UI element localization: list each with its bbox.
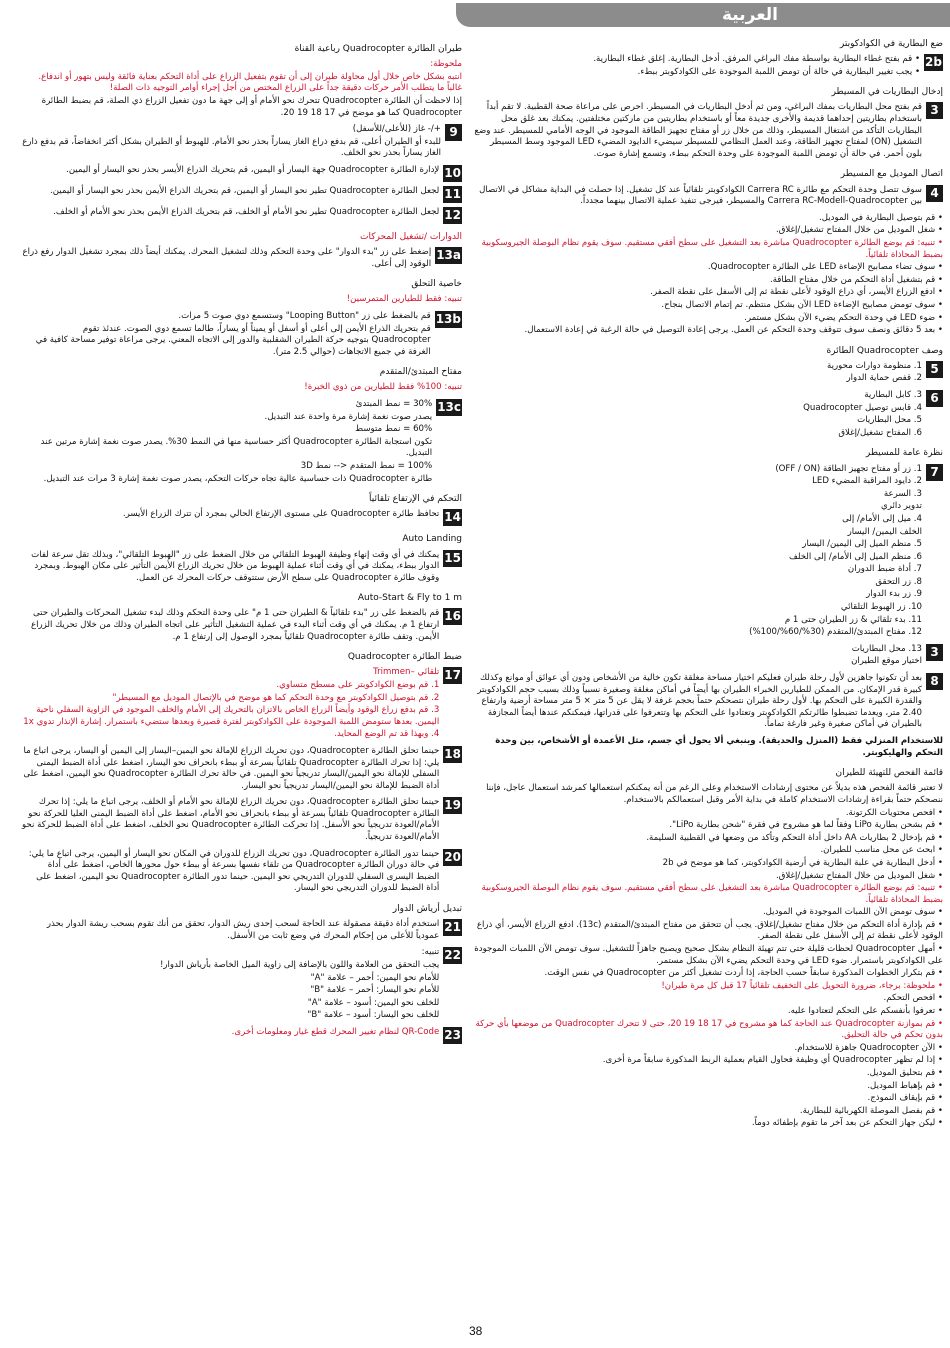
step-text <box>22 247 431 271</box>
text-line: تحافظ طائرة Quadrocopter على مستوى الإرتفاع الحالي بمجرد أن تترك الزراع الأيسر. <box>122 509 440 520</box>
instruction-step <box>22 667 462 742</box>
text-line: للأمام نحو اليسار: أحمر – علامة "B" <box>310 985 440 996</box>
text-line: 4. قابس توصيل Quadrocopter <box>803 402 922 413</box>
text-line: اختيار موقع الطيران <box>851 656 922 667</box>
text-line: • قم بشحن بطارية LiPo وفقاً لما هو مشروح في فقرة "شحن بطارية LiPo". <box>669 820 943 831</box>
text-line: يصدر صوت نغمة إشارة مرة واحدة عند التبديل. <box>264 411 433 422</box>
text-line: 5. منظم الميل إلى اليمين/ اليسار <box>802 539 922 550</box>
text-line: تنبيه: 100% فقط للطيارين من ذوي الخبرة! <box>304 382 462 393</box>
text-line: 12. مفتاح المبتدئ/المتقدم (30%/60%/100%) <box>749 627 922 638</box>
text-line: • بعد 5 دقائق ونصف سوف تتوقف وحدة التحكم عن العمل. يرجى إعادة التوصيل في حالة الرغبة في إعادة الاستعمال. <box>524 325 943 336</box>
section-heading: Auto Landing <box>402 534 462 545</box>
step-number-badge: 7 <box>926 464 943 481</box>
section-heading: وصف Quadrocopter الطائرة <box>826 345 943 356</box>
text-line: طائرة Quadrocopter ذات حساسية عالية تجاه حركات التحكم، يصدر صوت نغمة إشارة 3 مرات عند التبديل. <box>43 473 433 484</box>
text-line: • قم بفصل الموصلة الكهربائية للبطارية. <box>799 1105 943 1116</box>
section-heading: التحكم في الإرتفاع تلقائياً <box>368 494 462 505</box>
text-line: • شغل الموديل من خلال المفتاح تشغيل/إغلاق. <box>776 870 943 881</box>
language-tab-label: العربية <box>721 5 778 25</box>
instruction-step <box>22 608 462 644</box>
text-block <box>473 736 943 760</box>
text-line: حينما تدور الطائرة Quadrocopter، دون تحريك الزراع للدوران في المكان نحو اليسار أو اليمين، يرجى اتباع ما يلي: في حالة دوران الطائرة Quadrocopter من تلقاء نفسها بسرعة أو ببطء حول محورها الخاص، اضغط على أداة الضبط اليسرى السفلي للدوران التدريجي نحو اليمين. حينما تدور الطائرة Quadrocopter نحو اليمين، اضغط على أداة الضبط للدوران التدريجي نحو اليسار. <box>28 848 440 894</box>
step-number-badge: 20 <box>444 849 461 864</box>
step-number-badge: 19 <box>444 798 461 813</box>
instruction-step <box>473 102 943 161</box>
section-heading: Auto-Start & Fly to 1 m <box>357 593 462 604</box>
section-heading: تبديل أرياش الدوار <box>392 904 462 915</box>
instruction-step <box>22 746 462 793</box>
step-text <box>22 207 439 220</box>
instruction-step <box>473 361 943 386</box>
text-line: 10. زر الهبوط التلقائي <box>840 602 922 613</box>
section-heading: اتصال الموديل مع المسيطر <box>840 169 943 180</box>
step-number-badge: 9 <box>445 124 462 141</box>
text-line: 3. السرعة <box>883 488 922 499</box>
instruction-step <box>22 165 462 182</box>
text-line: • أمهل Quadrocopter لحظات قليلة حتى تتم تهيئة النظام بشكل صحيح ويصبح جاهزاً للتشغيل. سوف تومض الآن اللمبات الموجودة على الكوادكوبتر باستمرار. ضوء LED في وحدة التحكم يضيء الآن بشكل مستمر. <box>474 944 943 966</box>
text-line: • تنبيه: قم بوضع الطائرة Quadrocopter مباشرة بعد التشغيل على سطح أفقي مستقيم. سوف يقوم نظام البوصلة الجيروسكوبية بضبط المحاذاة تلقائياً. <box>481 237 943 260</box>
text-line: • قم بإدخال 2 بطاريات AA داخل أداة التحكم وتأكد من وضعها في القطبية السليمة. <box>646 832 943 843</box>
text-line: تدوير دائري <box>881 501 922 512</box>
text-line: • قم بإهباط الموديل. <box>867 1080 943 1091</box>
text-line: • قم بإدارة أداة التحكم من خلال مفتاح تشغيل/إغلاق. يجب أن تتحقق من مفتاح المبتدئ/المتقدم (13c). ادفع الزراع الأيسر، أي ذراع الوقود لأعلى نقطة ثم إلى الأسفل على نقطة الصفر. <box>476 919 943 942</box>
text-line: 3. كابل البطارية <box>864 390 922 401</box>
text-line: 4. ميل إلى الأمام/ إلى <box>842 513 922 524</box>
text-line: سوف تتصل وحدة التحكم مع طائرة Carrera RC الكوادكوبتر تلقائياً عند كل تشغيل. إذا حصلت في البداية مشاكل في الاتصال بين Carrera RC-Modell-Quadrocopter والمسيطر، فيرجى تنفيذ عملية الاتصال بينهما مجدداً. <box>479 184 922 207</box>
text-line: • قم بتكرار الخطوات المذكورة سابقاً حسب الحاجة، إذا أردت تشغيل أكثر من Quadrocopter في نفس الوقت. <box>544 968 943 979</box>
step-text <box>22 797 439 844</box>
text-line: إضغط على زر "بدء الدوار" على وحدة التحكم وذلك لتشغيل المحرك. يمكنك أيضاً ذلك بمجرد تشغيل الدوار رفع ذراع الوقود إلى أعلى. <box>22 247 432 269</box>
instruction-step <box>22 311 462 359</box>
step-number-badge: 17 <box>444 668 461 683</box>
step-text <box>22 186 439 199</box>
text-line: 4. وبهذا قد تم الوضع المحايد. <box>334 729 440 740</box>
text-line: • قم بإيقاف النموذج. <box>867 1093 943 1104</box>
section-heading: ضبط الطائرة Quadrocopter <box>347 652 462 663</box>
section-heading: خاصية التحلق <box>411 279 462 290</box>
instruction-step <box>473 464 943 640</box>
step-text <box>22 667 439 742</box>
step-text <box>473 464 922 640</box>
section-heading: ضع البطارية في الكوادكوبتر <box>839 39 943 49</box>
step-number-badge: 13c <box>437 400 461 415</box>
text-line: للبدء أو الطيران أعلى، قم بدفع ذراع الغاز يساراً بحذر نحو الأمام. للهبوط أو الطيران بشكل أكثر انخفاضاً، قم بدفع ذارع الغاز يساراً بحذر نحو الخلف. <box>22 136 441 159</box>
text-line: 30% = نمط المبتدئ <box>355 399 433 410</box>
instruction-step <box>473 54 943 79</box>
step-text <box>473 102 922 161</box>
text-line: • افحص محتويات الكرتونة. <box>845 807 943 818</box>
text-line: • افحص التحكم. <box>883 993 943 1004</box>
text-line: • ليكن جهاز التحكم عن بعد آخر ما تقوم بإطفائه دوماً. <box>751 1118 943 1129</box>
text-line: تكون استجابة الطائرة Quadrocopter أكثر حساسية منها في النمط 30%. يصدر صوت نغمة إشارة مرتين عند التبديل. <box>40 436 433 459</box>
step-text <box>473 736 943 760</box>
text-line: يجب التحقق من العلامة واللون بالإضافة إلى زاوية الميل الخاصة بأرياش الدوار! <box>159 959 440 970</box>
text-block <box>473 213 943 338</box>
step-number-badge: 13a <box>436 248 461 263</box>
step-number-badge: 22 <box>444 948 461 963</box>
text-line: • قم بفتح غطاء البطارية بواسطة مفك البراغي المرفق. أدخل البطارية. إغلق غطاء البطارية. <box>593 54 921 65</box>
text-line: • شغل الموديل من خلال المفتاح تشغيل/إغلاق. <box>776 225 943 236</box>
step-text <box>22 919 439 943</box>
step-text <box>22 550 439 586</box>
right-column <box>473 31 943 1135</box>
text-line: تنبيه: <box>421 947 440 958</box>
text-line: • تنبيه: قم بوضع الطائرة Quadrocopter مباشرة بعد التشغيل على سطح أفقي مستقيم. سوف يقوم نظام البوصلة الجيروسكوبية بضبط المحاذاة تلقائياً. <box>481 883 943 905</box>
instruction-step <box>22 550 462 586</box>
text-line: قم بفتح محل البطاريات بمفك البراغي، ومن ثم أدخل البطاريات في المسيطر. احرص على مراعاة صحة القطبية. لا تقم أبداً باستخدام بطاريتين إحداهما قديمة والأخرى جديدة معاً أو باستخدام بطاريتين من ماركتين مختلفتين. يمكنك بعد غلق محل البطاريات التأكد من اشتغال المسيطر، وذلك من خلال زر أو مفتاح تجهيز الطاقة الموجود في الوجه الأمامي للمسيطر. عند وضع التشغيل (ON) لمفتاح تجهيز الطاقة، وعند العمل النظامي للمسيطر سيضيء الدايود المضيء LED الموجود وسط المسيطر بلون أحمر. في حالة أن تومض اللمبة الموجودة على وحدة التحكم ببطء، وتسمع إشارة صوت. <box>474 102 922 159</box>
text-block <box>473 783 943 1131</box>
step-text <box>22 849 439 896</box>
instruction-step <box>473 390 943 440</box>
step-text <box>473 185 922 209</box>
step-text <box>22 1027 439 1040</box>
step-text <box>473 390 922 440</box>
text-line: 1. قم بوضع الكوادكوبتر على مسطح متساوي. <box>276 679 440 690</box>
text-line: للأمام نحو اليمين: أحمر – علامة "A" <box>310 972 440 983</box>
instruction-step <box>22 207 462 224</box>
text-line: • ضوء LED في وحدة التحكم يضيء الآن بشكل مستمر. <box>744 312 943 323</box>
step-text <box>473 213 943 338</box>
text-line: قم بالضغط على زر "بدء تلقائياً & الطيران حتى 1 م" على وحدة التحكم وذلك لبدء تشغيل المحركات والطيران حتى ارتفاع 1 م. يمكنك في أي وقت أثناء البدء في عملية التشغيل التأثير على اتجاه الطيران وذلك من خلال تحريك الزراع الأيمن. وتقف طائرة Quadrocopter تلقائياً بمجرد الوصول إلى إرتفاع 1 م. <box>30 608 440 642</box>
step-number-badge: 4 <box>926 185 943 202</box>
text-line: 6. المفتاح تشغيل/إغلاق <box>838 427 922 438</box>
text-line: • قم بتشغيل أداة التحكم من خلال مفتاح الطاقة. <box>769 274 943 285</box>
text-block <box>22 294 462 307</box>
step-number-badge: 15 <box>444 550 461 565</box>
text-line: حينما تحلق الطائرة Quadrocopter، دون تحريك الزراع للإمالة نحو اليمين–اليسار إلى اليمين أو اليسار، يرجى اتباع ما يلي: إذا تحرك الطائرة Quadrocopter تلقائياً بسرعة أو ببطء بانحراف نحو اليسار، اضغط على أداة الضبط اليمنى السفلى للإمالة نحو اليمين/اليسار تدريجياً نحو اليمين. في حالة تحرك الطائرة Quadrocopter نحو اليمين، اضغط على أداة الضبط للإمالة نحو اليمين/اليسار تدريجياً نحو اليسار. <box>23 745 440 791</box>
step-text <box>473 644 922 669</box>
text-line: QR-Code لنظام تغيير المحرك قطع غيار ومعلومات أخرى. <box>231 1026 440 1037</box>
step-text <box>22 59 462 120</box>
section-heading: طيران الطائرة Quadrocopter رباعية القناة <box>294 44 462 54</box>
text-line: • قم بموازنة Quadrocopter عند الحاجة كما هو مشروح في 17 18 19 20، حتى لا تتحرك Quadrocopter من موضعها بأي حركة بدون تحكم في حالة التحليق. <box>475 1018 943 1041</box>
step-number-badge: 8 <box>926 673 943 690</box>
text-line: 60% = نمط متوسط <box>355 424 433 435</box>
text-line: • سوف تومض الآن اللمبات الموجودة في الموديل. <box>762 907 943 918</box>
text-line: قم بالضغط على زر "Looping Button" وستسمع دوي صوت 5 مرات. <box>178 310 431 321</box>
text-line: لجعل الطائرة Quadrocopter تطير نحو الأمام أو الخلف، قم بتحريك الذراع الأيمن بحذر نحو الأمام أو الخلف. <box>53 206 440 217</box>
text-line: • سوف تضاء مصابيح الإضاءة LED على الطائرة Quadrocopter. <box>707 262 943 273</box>
section-heading: قائمة الفحص للتهيئة للطيران <box>835 768 943 779</box>
text-line: 2. قم بتوصيل الكوادكوبتر مع وحدة التحكم كما هو موضح في بالإتصال الموديل مع المسيطر" <box>112 692 440 703</box>
step-number-badge: 23 <box>444 1027 461 1042</box>
text-line: • ملحوظة: برجاء، ضرورة التحويل على التخفيف تلقائياً 17 قبل كل مرة طيران! <box>661 980 943 991</box>
text-line: 9. زر بدء الدوار <box>866 589 922 600</box>
text-line: حينما تحلق الطائرة Quadrocopter، دون تحريك الزراع للإمالة نحو الأمام أو الخلف، يرجى اتباع ما يلي: إذا تحرك الطائرة Quadrocopter تلقائياً بسرعة أو ببطء بانحراف نحو الأمام، اضغط على أداة الضبط اليمنى العليا للحركة نحو الأمام/العودة تدريجياً نحو الأسفل. إذا تحركت الطائرة Quadrocopter نحو الخلف، اضغط على أداة الضبط للحركة نحو الأمام/العودة تدريجياً. <box>21 797 440 843</box>
text-line: ملحوظة: <box>430 59 462 70</box>
step-text <box>22 382 462 395</box>
text-line: 3. قم بدفع زراع الوقود وأيضاً الزراع الخاص بالاتزان بالتحريك إلى الأمام والخلف الموجود في الزاوية السفلي ناحية اليمين. بعدها ستومض اللمبة الموجودة على الكوادكوبتر لفترة قصيرة وبعدها ستضيء باستمرار. إشارة الإنذار تدوي 1x <box>23 705 440 727</box>
text-line: • يجب تغيير البطارية في حالة أن تومض اللمبة الموجودة على الكوادكوبتر ببطء. <box>637 66 921 77</box>
step-text <box>22 311 431 359</box>
step-text <box>22 746 439 793</box>
text-line: 1. زر أو مفتاح تجهيز الطاقة (OFF / ON) <box>775 463 922 474</box>
text-line: 2. دايود المراقبة المضيء LED <box>812 476 922 487</box>
step-number-badge: 3 <box>926 102 943 119</box>
step-text <box>473 361 922 386</box>
instruction-step <box>22 247 462 271</box>
instruction-step <box>22 509 462 526</box>
text-line: للاستخدام المنزلي فقط (المنزل والحديقة). وينبغي ألا يحول أي جسم، مثل الأعمدة أو الأشخاص، بين وحدة التحكم والهليكوبتر. <box>495 736 943 758</box>
text-line: 1. منظومة دوارات محورية <box>826 360 922 371</box>
text-line: 8. زر التحقق <box>875 576 922 587</box>
section-heading: إدخال البطاريات في المسيطر <box>831 87 943 98</box>
step-number-badge: 13b <box>435 311 461 326</box>
text-line: استخدم أداة دقيقة مصقولة عند الحاجة لسحب إحدى ريش الدوار، تحقق من أنك تقوم بسحب ريشة الدوار بحذر عمودياً للأعلى من إحكام المحرك في وضع ثابت من الأسفل. <box>46 919 440 941</box>
step-text <box>22 399 432 486</box>
step-text <box>22 608 439 644</box>
text-line: يمكنك في أي وقت إنهاء وظيفة الهبوط التلقائي من خلال الضغط على زر "الهبوط التلقائي"، وبذلك تقل سرعة لفات الدوار ببطء، يمكنك في أي وقت أثناء عملية الهبوط من خلال تحريك الزراع الأيمن التأثير على مكان الهبوط. وبمجرد وقوف طائرة Quadrocopter على سطح الأرض ستتوقف حركات المحرك عن العمل. <box>31 549 440 583</box>
step-number-badge: 16 <box>444 609 461 624</box>
instruction-step <box>22 399 462 486</box>
text-line: • قم بتوصيل البطارية في الموديل. <box>819 212 943 223</box>
text-line: 11. بدء تلقائي & زر الطيران حتى 1 م <box>784 614 922 625</box>
step-text <box>22 294 462 307</box>
step-text <box>473 673 922 732</box>
step-number-badge: 18 <box>444 746 461 761</box>
page-number: 38 <box>469 1324 483 1338</box>
step-number-badge: 10 <box>444 165 461 180</box>
text-line: انتبه بشكل خاص خلال أول محاولة طيران إلى أن تقوم بتفعيل الزراع على أداة التحكم بعناية فائقة وليس بتهور أو اندفاع. غالباً ما يتطلب الأمر حركات دقيقة جداً على الزراع المختص من أجل إجراء أوامر التوجيه ذات الصلة! <box>38 71 462 94</box>
step-text <box>473 783 943 1131</box>
text-line: • سوف تومض مصابيح الإضاءة LED الآن بشكل منتظم. تم إتمام الاتصال بنجاح. <box>661 299 943 310</box>
text-line: تنبيه: فقط للطيارين المتمرسين! <box>346 294 462 305</box>
instruction-step <box>22 1027 462 1044</box>
text-line: إذا لاحظت أن الطائرة Quadrocopter تتحرك نحو الأمام أو إلى جهة ما دون تفعيل الزراع ذي الصلة، قم بضبط الطائرة Quadrocopter كما هو موضح في 17 18 19 20. <box>41 95 462 118</box>
text-line: 2. قفص حماية الدوار <box>846 373 922 384</box>
text-line: 7. أداة ضبط الدوران <box>847 564 922 575</box>
text-line: لجعل الطائرة Quadrocopter تطير نحو اليسار أو اليمين، قم بتحريك الذراع الأيمن بحذر نحو اليسار أو اليمين. <box>49 185 440 196</box>
text-line: لا تعتبر قائمة الفحص هذه بديلاً عن محتوى إرشادات الاستخدام وعلى الرغم من أنه يمكنكم استعمالها كمرشد استعمال عاجل، فإننا ننصحكم حتماً بقراءة إرشادات الاستخدام كاملة في بداية الأمر وقبل استعمالكم بالاستخدام. <box>486 783 943 805</box>
instruction-step <box>22 186 462 203</box>
instruction-step <box>473 673 943 732</box>
instruction-step <box>22 919 462 943</box>
text-line: بعد أن تكونوا جاهزين لأول رحلة طيران فعليكم اختيار مساحة مغلقة تكون خالية من الأشخاص ودون أي عوائق أو موانع وكذلك كبيرة قدر الإمكان. من الممكن للطيارين الخبراء الطيران بها أيضاً في أماكن مغلقة وصغيرة نسبياً وذلك بسبب حجم الكوادكوبتر والقدرة الكبيرة على التحكم بها. لأول رحلة طيران نتصحكم حتماً بحجم غرفة لا يقل عن 5 متر × 5 متر مساحة أرضية وارتفاع 2.40 متر، ويعدما تضبطوا طائرتكم الكوادكوبتر وتعتادوا على التحكم بها وتتعرفوا على قدراتها، فيمكنكم عندها أيضاً المجازفة بالطيران في أماكن صغيرة وغير فارغة تماماً. <box>477 673 922 730</box>
text-line: الخلف اليمين/ اليسار <box>847 526 922 537</box>
step-number-badge: 14 <box>444 510 461 525</box>
step-text <box>22 947 439 1023</box>
step-number-badge: 21 <box>444 920 461 935</box>
instruction-step <box>473 185 943 209</box>
text-line: • أدخل البطارية في علبة البطارية في أرضية الكوادكوبتر، كما هو موضح في 2b <box>662 857 943 868</box>
step-text <box>22 165 439 178</box>
text-line: • ادفع الزراع الأيسر، أي ذراع الوقود لأعلى نقطة ثم إلى الأسفل على نقطة الصفر. <box>650 287 943 298</box>
section-heading: نظرة عامة للمسيطر <box>865 448 943 459</box>
text-line: • الآن Quadrocopter جاهزة للاستخدام. <box>794 1042 943 1053</box>
language-tab <box>456 3 950 27</box>
text-block <box>22 382 462 395</box>
instruction-step <box>473 644 943 669</box>
text-line: • ابحث عن محل مناسب للطيران. <box>820 845 943 856</box>
instruction-step <box>22 124 462 161</box>
text-line: لإدارة الطائرة Quadrocopter جهة اليسار أو اليمين، قم بتحريك الذراع الأيسر بحذر نحو اليسار أو اليمين. <box>66 164 440 175</box>
section-heading: الدوارات /تشغيل المحركات <box>359 231 462 242</box>
step-number-badge: 11 <box>444 186 461 201</box>
section-heading: مفتاح المبتدئ/المتقدم <box>379 367 462 378</box>
text-block <box>22 59 462 120</box>
text-line: 6. منظم الميل إلى الأمام/ إلى الخلف <box>789 551 922 562</box>
text-line: • إذا لم تظهر Quadrocopter أي وظيفة فحاول القيام بعملية الربط المذكورة سابقاً مرة أخرى. <box>602 1055 943 1066</box>
step-number-badge: 2b <box>925 55 942 70</box>
text-line: تلقائي –Trimmen <box>373 667 440 678</box>
step-text <box>473 54 920 79</box>
step-number-badge: 12 <box>444 207 461 222</box>
text-line: +/- غاز (للأعلى/للأسفل) <box>352 124 441 135</box>
step-number-badge: 3 <box>926 644 943 661</box>
text-line: للخلف نحو اليسار: أسود – علامة "B" <box>307 1010 440 1021</box>
step-number-badge: 6 <box>926 390 943 407</box>
step-text <box>22 124 441 161</box>
instruction-step <box>22 797 462 844</box>
text-line: للخلف نحو اليمين: أسود – علامة "A" <box>307 997 440 1008</box>
text-line: 13. محل البطاريات <box>851 643 922 654</box>
step-text <box>22 509 439 522</box>
text-line: • تعرفوا بأنفسكم على التحكم لتعتادوا عليه. <box>787 1006 943 1017</box>
left-column <box>22 36 462 1048</box>
instruction-step <box>22 947 462 1023</box>
step-number-badge: 5 <box>926 361 943 378</box>
text-line: قم بتحريك الذراع الأيمن إلى أعلى أو أسفل أو يميناً أو يساراً، طالما تسمع دوي الصوت. عندئذ تقوم Quadrocopter بتوجيه حركة الطيران الشقلبية والدور إلى الاتجاه المعني. يرجى مراعاة توفير مساحة كافية في الغرفة في جميع الاتجاهات (حوالي 2.5 متر). <box>35 323 431 357</box>
text-line: 5. محل البطاريات <box>857 415 922 426</box>
text-line: • قم بتحليق الموديل. <box>866 1068 943 1078</box>
text-line: 100% = نمط المتقدم <-- نمط 3D <box>300 461 433 472</box>
instruction-step <box>22 849 462 896</box>
